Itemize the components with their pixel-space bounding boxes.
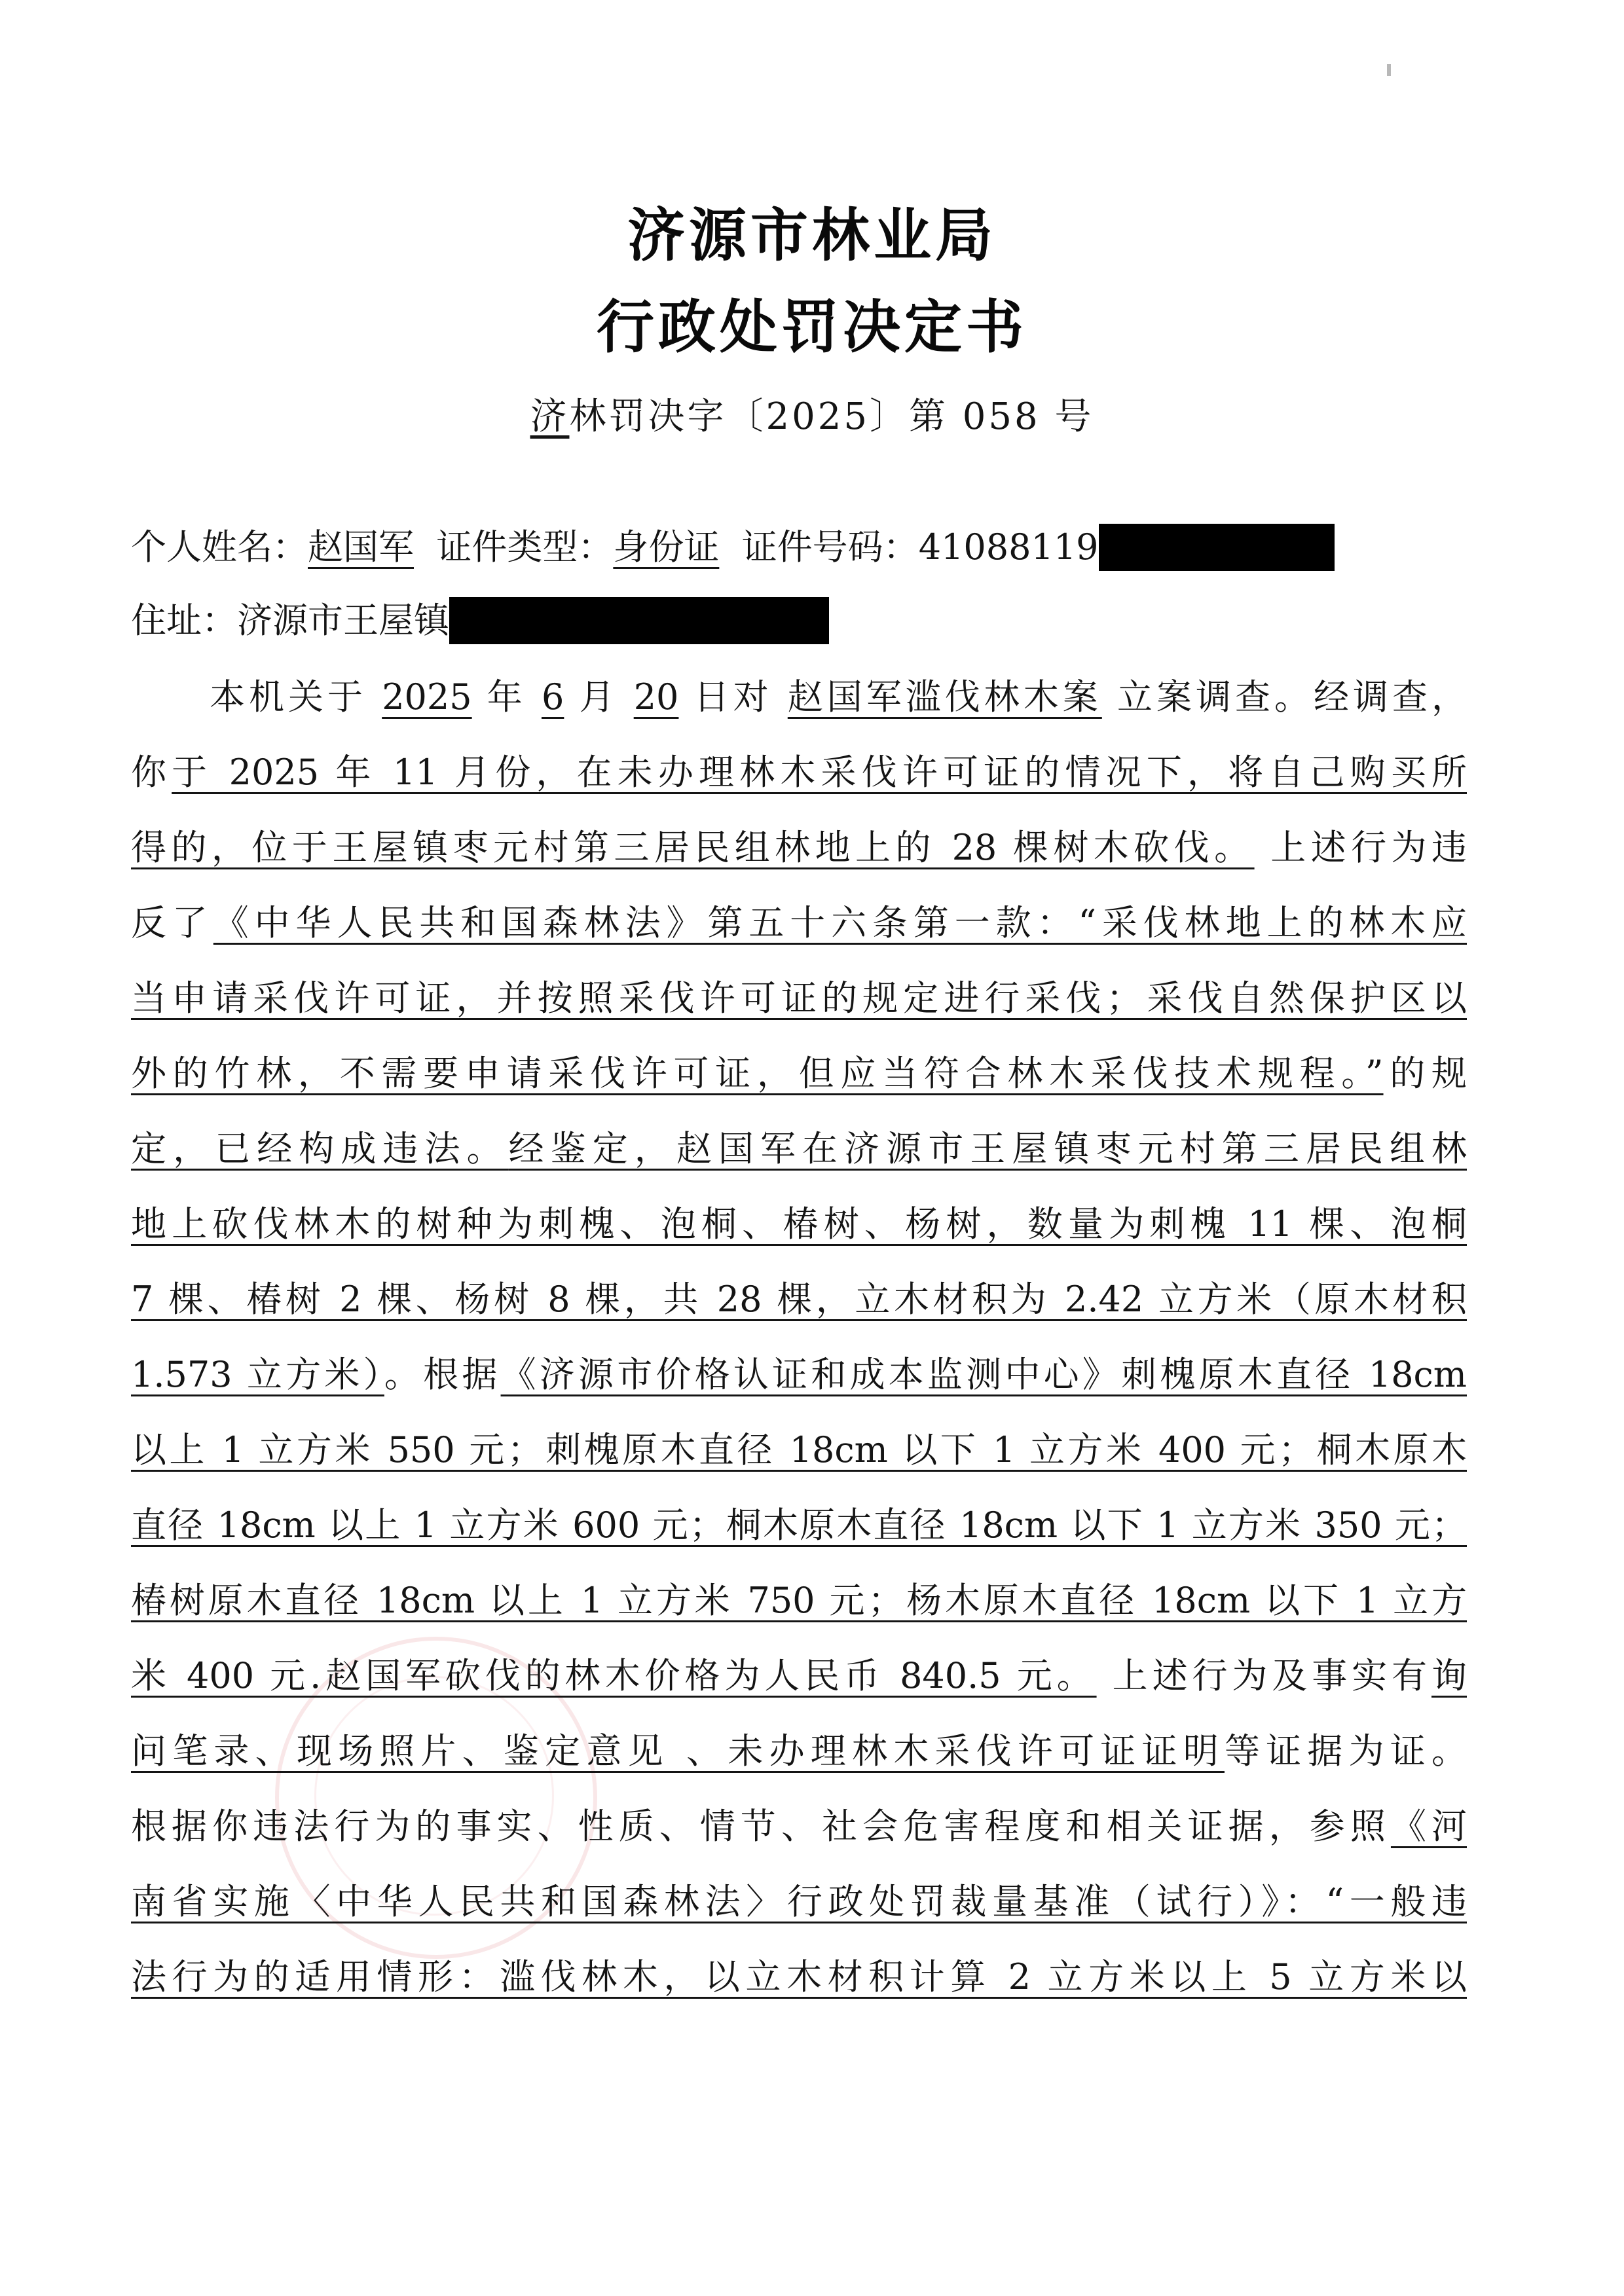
law-citation: 《中华人民共和国森林法》第五十六条第一款：“采伐林地上的林木应 — [213, 902, 1467, 943]
body-line-10 — [131, 1352, 1467, 1399]
document-number — [0, 388, 1624, 440]
org-title: 济源市林业局 — [627, 201, 997, 269]
text-span: 本机关于 — [210, 676, 367, 718]
address-line — [131, 597, 1467, 644]
id-type-label: 证件类型： — [436, 526, 614, 568]
body-line-4 — [131, 900, 1467, 947]
price-basis: 《济源市价格认证和成本监测中心》刺槐原木直径 18cm — [500, 1354, 1467, 1395]
text-span: 日对 — [693, 676, 773, 718]
body-line-16 — [131, 1804, 1467, 1851]
price-total: 米 400 元.赵国军砍伐的林木价格为人民币 840.5 元。 — [131, 1655, 1097, 1696]
text-span: 等证据为证。 — [1224, 1730, 1467, 1772]
body-line-3 — [131, 825, 1467, 872]
evidence-list: 询 — [1431, 1655, 1467, 1696]
body-line-8: 地上砍伐林木的树种为刺槐、泡桐、椿树、杨树，数量为刺槐 11 棵、泡桐 — [131, 1203, 1467, 1245]
body-line-12: 直径 18cm 以上 1 立方米 600 元；桐木原木直径 18cm 以下 1 立方米 350 元； — [131, 1504, 1467, 1546]
scan-speck — [1387, 64, 1391, 76]
conclusion-text: 定，已经构成违法。 — [131, 1128, 509, 1169]
date-month: 6 — [541, 676, 564, 718]
body-line-6 — [131, 1051, 1467, 1098]
text-span: 上述行为及事实有 — [1112, 1655, 1432, 1696]
facts-text: 得的，位于王屋镇枣元村第三居民组林地上的 28 棵树木砍伐。 — [131, 827, 1255, 868]
party-info-line — [131, 524, 1467, 571]
body-line-15 — [131, 1728, 1467, 1776]
case-name: 赵国军滥伐林木案 — [787, 676, 1102, 718]
text-span: 反了 — [131, 902, 213, 943]
facts-text: 于 2025 年 11 月份，在未办理林木采伐许可证的情况下，将自己购买所 — [172, 752, 1467, 793]
address-redaction — [449, 597, 829, 644]
doc-number-rest: 林罚决字〔2025〕第 058 号 — [569, 395, 1094, 438]
id-number-label: 证件号码： — [741, 526, 919, 568]
text-span: 月 — [579, 676, 619, 718]
body-line-14 — [131, 1653, 1467, 1700]
id-type-value: 身份证 — [613, 526, 720, 568]
text-span: 立案调查。经调查， — [1116, 676, 1467, 718]
text-span: 根据你违法行为的事实、性质、情节、社会危害程度和相关证据，参照 — [131, 1806, 1391, 1847]
body-line-1 — [210, 674, 1467, 721]
law-citation: 外的竹林，不需要申请采伐许可证，但应当符合林木采伐技术规程。” — [131, 1053, 1384, 1094]
body-line-13: 椿树原木直径 18cm 以上 1 立方米 750 元；杨木原木直径 18cm 以下 1 立方 — [131, 1580, 1467, 1621]
id-number-value: 41088119 — [918, 526, 1099, 568]
date-day: 20 — [633, 676, 679, 718]
doc-number-prefix: 济 — [530, 395, 570, 438]
text-span: 。根据 — [384, 1354, 501, 1395]
text-span: 上述行为违 — [1270, 827, 1467, 868]
body-line-17: 南省实施〈中华人民共和国森林法〉行政处罚裁量基准（试行）》：“一般违 — [131, 1881, 1467, 1922]
date-year: 2025 — [382, 676, 472, 718]
body-line-18: 法行为的适用情形：滥伐林木，以立木材积计算 2 立方米以上 5 立方米以 — [131, 1956, 1467, 1997]
appraisal-text: 1.573 立方米） — [131, 1354, 384, 1395]
doc-type-title: 行政处罚决定书 — [596, 293, 1027, 361]
name-label: 个人姓名： — [131, 526, 308, 568]
body-line-9: 7 棵、椿树 2 棵、杨树 8 棵，共 28 棵，立木材积为 2.42 立方米（原木材积 — [131, 1279, 1467, 1320]
text-span: 的规 — [1383, 1053, 1467, 1094]
appraisal-text: 经鉴定，赵国军在济源市王屋镇枣元村第三居民组林 — [508, 1128, 1467, 1169]
body-line-7 — [131, 1126, 1467, 1173]
text-span: 你 — [131, 752, 172, 793]
id-number-redaction — [1099, 524, 1335, 571]
standard-citation: 《河 — [1390, 1806, 1467, 1847]
evidence-list: 问笔录、现场照片、鉴定意见 、未办理林木采伐许可证证明 — [131, 1730, 1225, 1772]
address-label: 住址： — [131, 600, 237, 641]
name-value: 赵国军 — [308, 526, 414, 568]
body-line-2 — [131, 750, 1467, 797]
address-value: 济源市王屋镇 — [237, 600, 449, 641]
body-line-11: 以上 1 立方米 550 元；刺槐原木直径 18cm 以下 1 立方米 400 元；桐木原木 — [131, 1429, 1467, 1470]
text-span: 年 — [487, 676, 526, 718]
body-line-5: 当申请采伐许可证，并按照采伐许可证的规定进行采伐；采伐自然保护区以 — [131, 977, 1467, 1019]
